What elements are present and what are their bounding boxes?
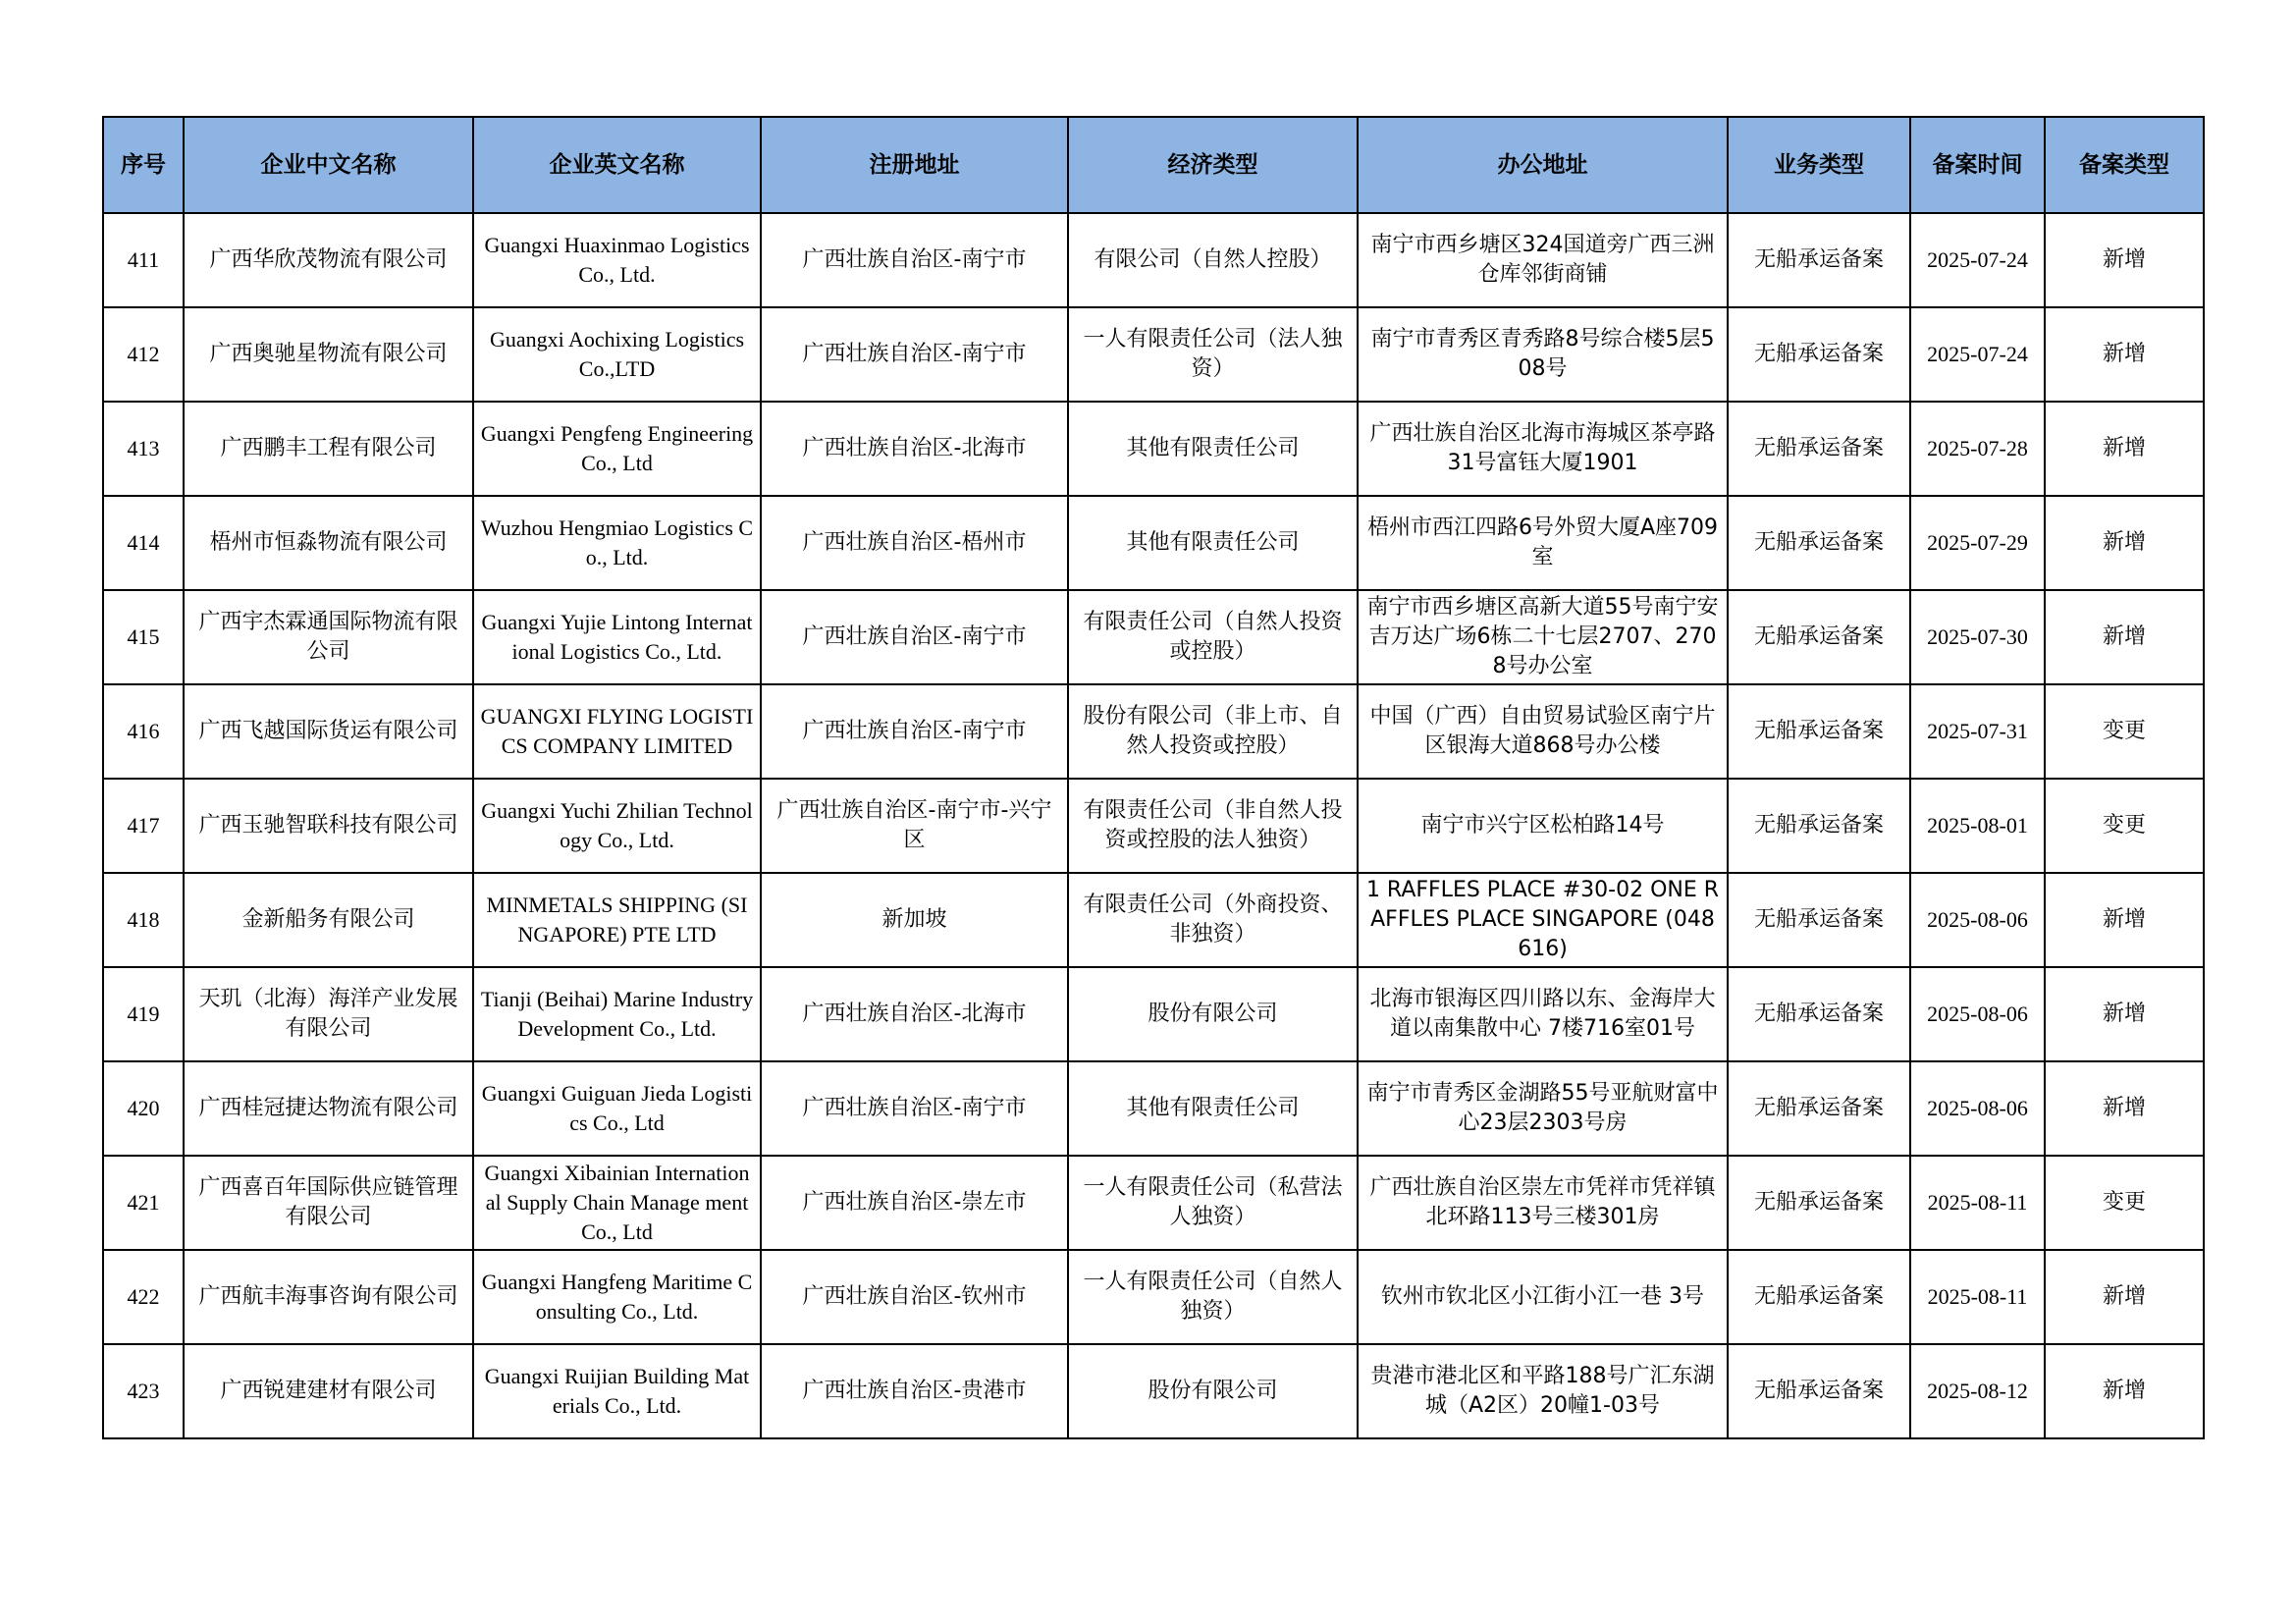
cell-company-en: GUANGXI FLYING LOGISTICS COMPANY LIMITED (473, 684, 761, 779)
cell-registered-address: 广西壮族自治区-南宁市 (761, 307, 1068, 402)
cell-business-type: 无船承运备案 (1728, 402, 1910, 496)
registry-table (102, 116, 2205, 1439)
cell-filing-type: 新增 (2045, 873, 2204, 967)
table-row (103, 873, 2204, 967)
cell-registered-address: 广西壮族自治区-崇左市 (761, 1156, 1068, 1250)
cell-filing-date: 2025-08-06 (1910, 967, 2045, 1061)
cell-company-cn: 广西宇杰霖通国际物流有限公司 (184, 590, 473, 684)
table-row (103, 1250, 2204, 1344)
cell-seq: 420 (103, 1061, 184, 1156)
cell-filing-date: 2025-08-01 (1910, 779, 2045, 873)
cell-seq: 414 (103, 496, 184, 590)
cell-company-cn: 广西奥驰星物流有限公司 (184, 307, 473, 402)
cell-filing-date: 2025-08-11 (1910, 1250, 2045, 1344)
header-company-cn: 企业中文名称 (184, 117, 473, 213)
cell-company-en: Guangxi Ruijian Building Materials Co., Ltd. (473, 1344, 761, 1438)
table-row (103, 1344, 2204, 1438)
cell-business-type: 无船承运备案 (1728, 590, 1910, 684)
cell-registered-address: 广西壮族自治区-南宁市 (761, 1061, 1068, 1156)
cell-company-en: Wuzhou Hengmiao Logistics Co., Ltd. (473, 496, 761, 590)
cell-company-cn: 梧州市恒淼物流有限公司 (184, 496, 473, 590)
cell-registered-address: 广西壮族自治区-南宁市 (761, 684, 1068, 779)
cell-company-en: Guangxi Huaxinmao Logistics Co., Ltd. (473, 213, 761, 307)
cell-office-address: 梧州市西江四路6号外贸大厦A座709室 (1358, 496, 1728, 590)
cell-filing-date: 2025-07-24 (1910, 307, 2045, 402)
cell-seq: 412 (103, 307, 184, 402)
cell-seq: 419 (103, 967, 184, 1061)
cell-economic-type: 有限责任公司（非自然人投资或控股的法人独资） (1068, 779, 1358, 873)
cell-company-cn: 广西华欣茂物流有限公司 (184, 213, 473, 307)
cell-office-address: 南宁市西乡塘区高新大道55号南宁安吉万达广场6栋二十七层2707、2708号办公室 (1358, 590, 1728, 684)
cell-filing-date: 2025-07-28 (1910, 402, 2045, 496)
header-company-en: 企业英文名称 (473, 117, 761, 213)
header-filing-date: 备案时间 (1910, 117, 2045, 213)
cell-business-type: 无船承运备案 (1728, 1344, 1910, 1438)
header-office-address: 办公地址 (1358, 117, 1728, 213)
registry-sheet (102, 116, 2203, 1439)
cell-company-cn: 金新船务有限公司 (184, 873, 473, 967)
cell-seq: 418 (103, 873, 184, 967)
cell-company-cn: 天玑（北海）海洋产业发展有限公司 (184, 967, 473, 1061)
cell-economic-type: 其他有限责任公司 (1068, 402, 1358, 496)
cell-company-en: MINMETALS SHIPPING (SINGAPORE) PTE LTD (473, 873, 761, 967)
cell-filing-type: 变更 (2045, 684, 2204, 779)
table-row (103, 590, 2204, 684)
cell-office-address: 贵港市港北区和平路188号广汇东湖城（A2区）20幢1-03号 (1358, 1344, 1728, 1438)
cell-office-address: 钦州市钦北区小江街小江一巷 3号 (1358, 1250, 1728, 1344)
cell-company-cn: 广西锐建建材有限公司 (184, 1344, 473, 1438)
cell-business-type: 无船承运备案 (1728, 967, 1910, 1061)
cell-business-type: 无船承运备案 (1728, 1061, 1910, 1156)
cell-company-en: Guangxi Yuchi Zhilian Technology Co., Ltd. (473, 779, 761, 873)
cell-registered-address: 广西壮族自治区-梧州市 (761, 496, 1068, 590)
table-row (103, 967, 2204, 1061)
header-row (103, 117, 2204, 213)
cell-registered-address: 广西壮族自治区-南宁市-兴宁区 (761, 779, 1068, 873)
cell-filing-type: 新增 (2045, 402, 2204, 496)
table-row (103, 496, 2204, 590)
table-row (103, 1061, 2204, 1156)
header-business-type: 业务类型 (1728, 117, 1910, 213)
cell-filing-date: 2025-07-30 (1910, 590, 2045, 684)
cell-registered-address: 新加坡 (761, 873, 1068, 967)
cell-company-en: Guangxi Xibainian International Supply Chain Manage ment Co., Ltd (473, 1156, 761, 1250)
cell-office-address: 北海市银海区四川路以东、金海岸大道以南集散中心 7楼716室01号 (1358, 967, 1728, 1061)
cell-business-type: 无船承运备案 (1728, 1156, 1910, 1250)
cell-company-cn: 广西飞越国际货运有限公司 (184, 684, 473, 779)
cell-office-address: 1 RAFFLES PLACE #30-02 ONE RAFFLES PLACE SINGAPORE (048616) (1358, 873, 1728, 967)
table-row (103, 1156, 2204, 1250)
cell-seq: 411 (103, 213, 184, 307)
cell-economic-type: 其他有限责任公司 (1068, 1061, 1358, 1156)
cell-registered-address: 广西壮族自治区-钦州市 (761, 1250, 1068, 1344)
header-filing-type: 备案类型 (2045, 117, 2204, 213)
cell-seq: 422 (103, 1250, 184, 1344)
cell-economic-type: 一人有限责任公司（自然人独资） (1068, 1250, 1358, 1344)
cell-seq: 417 (103, 779, 184, 873)
table-row (103, 213, 2204, 307)
cell-seq: 423 (103, 1344, 184, 1438)
cell-seq: 416 (103, 684, 184, 779)
cell-economic-type: 有限公司（自然人控股） (1068, 213, 1358, 307)
cell-company-cn: 广西喜百年国际供应链管理有限公司 (184, 1156, 473, 1250)
header-registered-address: 注册地址 (761, 117, 1068, 213)
cell-seq: 413 (103, 402, 184, 496)
cell-registered-address: 广西壮族自治区-北海市 (761, 967, 1068, 1061)
cell-filing-type: 新增 (2045, 307, 2204, 402)
cell-company-cn: 广西航丰海事咨询有限公司 (184, 1250, 473, 1344)
cell-office-address: 南宁市西乡塘区324国道旁广西三洲仓库邻街商铺 (1358, 213, 1728, 307)
cell-business-type: 无船承运备案 (1728, 684, 1910, 779)
cell-office-address: 广西壮族自治区北海市海城区茶亭路31号富钰大厦1901 (1358, 402, 1728, 496)
cell-company-en: Guangxi Pengfeng Engineering Co., Ltd (473, 402, 761, 496)
cell-filing-type: 新增 (2045, 967, 2204, 1061)
cell-office-address: 南宁市兴宁区松柏路14号 (1358, 779, 1728, 873)
cell-company-cn: 广西玉驰智联科技有限公司 (184, 779, 473, 873)
cell-filing-date: 2025-07-29 (1910, 496, 2045, 590)
cell-filing-type: 新增 (2045, 1250, 2204, 1344)
table-body (103, 213, 2204, 1438)
cell-filing-type: 变更 (2045, 779, 2204, 873)
cell-filing-type: 变更 (2045, 1156, 2204, 1250)
cell-company-en: Guangxi Hangfeng Maritime Consulting Co., Ltd. (473, 1250, 761, 1344)
cell-company-en: Tianji (Beihai) Marine Industry Development Co., Ltd. (473, 967, 761, 1061)
table-row (103, 307, 2204, 402)
cell-company-en: Guangxi Guiguan Jieda Logistics Co., Ltd (473, 1061, 761, 1156)
cell-filing-date: 2025-08-06 (1910, 1061, 2045, 1156)
cell-office-address: 广西壮族自治区崇左市凭祥市凭祥镇北环路113号三楼301房 (1358, 1156, 1728, 1250)
cell-economic-type: 股份有限公司 (1068, 967, 1358, 1061)
cell-filing-date: 2025-08-11 (1910, 1156, 2045, 1250)
cell-company-en: Guangxi Yujie Lintong International Logistics Co., Ltd. (473, 590, 761, 684)
cell-filing-date: 2025-07-24 (1910, 213, 2045, 307)
cell-seq: 421 (103, 1156, 184, 1250)
cell-economic-type: 有限责任公司（自然人投资或控股） (1068, 590, 1358, 684)
table-header (103, 117, 2204, 213)
cell-filing-type: 新增 (2045, 1344, 2204, 1438)
cell-business-type: 无船承运备案 (1728, 307, 1910, 402)
header-seq: 序号 (103, 117, 184, 213)
cell-filing-date: 2025-07-31 (1910, 684, 2045, 779)
cell-registered-address: 广西壮族自治区-贵港市 (761, 1344, 1068, 1438)
cell-office-address: 南宁市青秀区金湖路55号亚航财富中心23层2303号房 (1358, 1061, 1728, 1156)
cell-office-address: 中国（广西）自由贸易试验区南宁片区银海大道868号办公楼 (1358, 684, 1728, 779)
cell-office-address: 南宁市青秀区青秀路8号综合楼5层508号 (1358, 307, 1728, 402)
cell-registered-address: 广西壮族自治区-南宁市 (761, 213, 1068, 307)
cell-registered-address: 广西壮族自治区-南宁市 (761, 590, 1068, 684)
cell-filing-date: 2025-08-06 (1910, 873, 2045, 967)
cell-business-type: 无船承运备案 (1728, 213, 1910, 307)
cell-registered-address: 广西壮族自治区-北海市 (761, 402, 1068, 496)
cell-economic-type: 一人有限责任公司（法人独资） (1068, 307, 1358, 402)
cell-business-type: 无船承运备案 (1728, 496, 1910, 590)
cell-economic-type: 股份有限公司 (1068, 1344, 1358, 1438)
cell-company-en: Guangxi Aochixing Logistics Co.,LTD (473, 307, 761, 402)
table-row (103, 684, 2204, 779)
cell-business-type: 无船承运备案 (1728, 779, 1910, 873)
cell-filing-type: 新增 (2045, 1061, 2204, 1156)
header-economic-type: 经济类型 (1068, 117, 1358, 213)
cell-business-type: 无船承运备案 (1728, 873, 1910, 967)
cell-company-cn: 广西桂冠捷达物流有限公司 (184, 1061, 473, 1156)
cell-economic-type: 有限责任公司（外商投资、非独资） (1068, 873, 1358, 967)
cell-business-type: 无船承运备案 (1728, 1250, 1910, 1344)
cell-filing-type: 新增 (2045, 590, 2204, 684)
cell-economic-type: 一人有限责任公司（私营法人独资） (1068, 1156, 1358, 1250)
cell-economic-type: 其他有限责任公司 (1068, 496, 1358, 590)
cell-filing-type: 新增 (2045, 496, 2204, 590)
cell-filing-date: 2025-08-12 (1910, 1344, 2045, 1438)
cell-economic-type: 股份有限公司（非上市、自然人投资或控股） (1068, 684, 1358, 779)
cell-filing-type: 新增 (2045, 213, 2204, 307)
table-row (103, 402, 2204, 496)
table-row (103, 779, 2204, 873)
cell-company-cn: 广西鹏丰工程有限公司 (184, 402, 473, 496)
cell-seq: 415 (103, 590, 184, 684)
